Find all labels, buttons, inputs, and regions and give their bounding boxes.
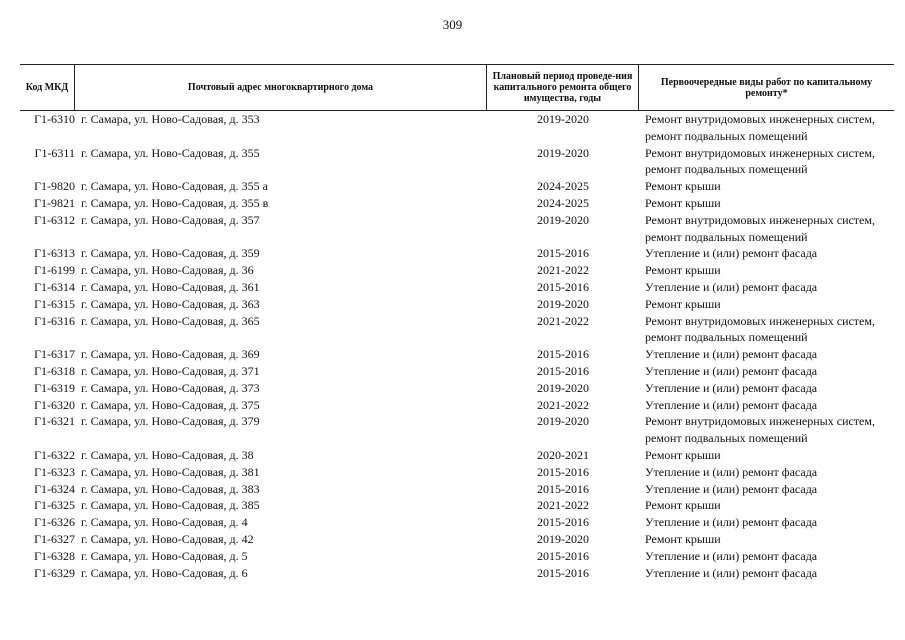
cell-period: 2015-2016 bbox=[537, 548, 589, 563]
cell-works: Утепление и (или) ремонт фасада bbox=[645, 246, 818, 261]
page-number: 309 bbox=[442, 17, 463, 32]
header-works: Первоочередные виды работ по капитальному ремонту* bbox=[660, 76, 873, 99]
cell-works: Утепление и (или) ремонт фасада bbox=[645, 397, 818, 412]
cell-code: Г1-6326 bbox=[34, 515, 75, 530]
table-row bbox=[20, 380, 900, 397]
cell-period: 2019-2020 bbox=[537, 112, 589, 126]
table-row bbox=[20, 565, 900, 582]
cell-code: Г1-6316 bbox=[34, 313, 75, 328]
cell-period: 2019-2020 bbox=[537, 212, 589, 227]
cell-code: Г1-6313 bbox=[34, 246, 75, 261]
table-row bbox=[20, 346, 900, 363]
cell-address: г. Самара, ул. Ново-Садовая, д. 353 bbox=[81, 112, 260, 126]
cell-address: г. Самара, ул. Ново-Садовая, д. 42 bbox=[81, 531, 254, 546]
cell-address: г. Самара, ул. Ново-Садовая, д. 373 bbox=[81, 380, 260, 395]
cell-works: Ремонт внутридомовых инженерных систем, ремонт подвальных помещений bbox=[645, 112, 875, 143]
cell-period: 2015-2016 bbox=[537, 363, 589, 378]
cell-address: г. Самара, ул. Ново-Садовая, д. 371 bbox=[81, 363, 260, 378]
cell-period: 2015-2016 bbox=[537, 279, 589, 294]
cell-address: г. Самара, ул. Ново-Садовая, д. 385 bbox=[81, 498, 260, 513]
cell-address: г. Самара, ул. Ново-Садовая, д. 5 bbox=[81, 548, 248, 563]
cell-code: Г1-6315 bbox=[34, 296, 75, 311]
cell-code: Г1-6321 bbox=[34, 414, 75, 429]
cell-period: 2019-2020 bbox=[537, 296, 589, 311]
cell-period: 2019-2020 bbox=[537, 380, 589, 395]
cell-code: Г1-6320 bbox=[34, 397, 75, 412]
cell-works: Ремонт внутридомовых инженерных систем, ремонт подвальных помещений bbox=[645, 313, 875, 345]
cell-address: г. Самара, ул. Ново-Садовая, д. 375 bbox=[81, 397, 260, 412]
cell-works: Утепление и (или) ремонт фасада bbox=[645, 481, 818, 496]
cell-address: г. Самара, ул. Ново-Садовая, д. 369 bbox=[81, 347, 260, 362]
cell-works: Утепление и (или) ремонт фасада bbox=[645, 347, 818, 362]
table-row bbox=[20, 447, 900, 464]
cell-address: г. Самара, ул. Ново-Садовая, д. 6 bbox=[81, 565, 248, 580]
cell-works: Ремонт крыши bbox=[645, 498, 721, 513]
cell-code: Г1-6310 bbox=[34, 112, 75, 126]
cell-works: Ремонт внутридомовых инженерных систем, ремонт подвальных помещений bbox=[645, 414, 875, 446]
cell-works: Утепление и (или) ремонт фасада bbox=[645, 363, 818, 378]
cell-address: г. Самара, ул. Ново-Садовая, д. 357 bbox=[81, 212, 260, 227]
cell-address: г. Самара, ул. Ново-Садовая, д. 355 bbox=[81, 145, 260, 160]
cell-code: Г1-6314 bbox=[34, 279, 75, 294]
table-row bbox=[20, 548, 900, 565]
cell-works: Ремонт внутридомовых инженерных систем, ремонт подвальных помещений bbox=[645, 212, 875, 244]
cell-address: г. Самара, ул. Ново-Садовая, д. 361 bbox=[81, 279, 260, 294]
cell-works: Утепление и (или) ремонт фасада bbox=[645, 565, 818, 580]
cell-code: Г1-9820 bbox=[34, 179, 75, 194]
cell-works: Ремонт крыши bbox=[645, 447, 721, 462]
header-period: Плановый период проведе-ния капитального ремонта общего имущества, годы bbox=[487, 65, 639, 110]
table-row bbox=[20, 514, 900, 531]
cell-address: г. Самара, ул. Ново-Садовая, д. 355 а bbox=[81, 179, 268, 194]
cell-address: г. Самара, ул. Ново-Садовая, д. 379 bbox=[81, 414, 260, 429]
table-row bbox=[20, 464, 900, 481]
cell-code: Г1-6318 bbox=[34, 363, 75, 378]
cell-code: Г1-6324 bbox=[34, 481, 75, 496]
cell-address: г. Самара, ул. Ново-Садовая, д. 383 bbox=[81, 481, 260, 496]
cell-works: Утепление и (или) ремонт фасада bbox=[645, 380, 818, 395]
cell-works: Ремонт крыши bbox=[645, 263, 721, 278]
cell-period: 2021-2022 bbox=[537, 498, 589, 513]
cell-period: 2015-2016 bbox=[537, 347, 589, 362]
cell-code: Г1-6328 bbox=[34, 548, 75, 563]
cell-period: 2015-2016 bbox=[537, 565, 589, 580]
cell-works: Утепление и (или) ремонт фасада bbox=[645, 464, 818, 479]
table-row bbox=[20, 245, 900, 262]
cell-period: 2024-2025 bbox=[537, 195, 589, 210]
table-row bbox=[20, 178, 900, 195]
table-header bbox=[20, 64, 894, 111]
cell-code: Г1-6199 bbox=[34, 263, 75, 278]
cell-period: 2019-2020 bbox=[537, 414, 589, 429]
header-address: Почтовый адрес многоквартирного дома bbox=[75, 65, 487, 110]
table-row bbox=[20, 397, 900, 414]
table-row bbox=[20, 413, 900, 447]
cell-code: Г1-6327 bbox=[34, 531, 75, 546]
table-row bbox=[20, 195, 900, 212]
table-row bbox=[20, 145, 900, 179]
table-row bbox=[20, 313, 900, 347]
cell-works: Ремонт внутридомовых инженерных систем, ремонт подвальных помещений bbox=[645, 145, 875, 177]
cell-code: Г1-6312 bbox=[34, 212, 75, 227]
cell-period: 2015-2016 bbox=[537, 481, 589, 496]
table-row bbox=[20, 497, 900, 514]
table-row bbox=[20, 262, 900, 279]
cell-code: Г1-6325 bbox=[34, 498, 75, 513]
cell-address: г. Самара, ул. Ново-Садовая, д. 36 bbox=[81, 263, 254, 278]
cell-address: г. Самара, ул. Ново-Садовая, д. 359 bbox=[81, 246, 260, 261]
cell-period: 2015-2016 bbox=[537, 464, 589, 479]
cell-period: 2015-2016 bbox=[537, 246, 589, 261]
cell-period: 2021-2022 bbox=[537, 263, 589, 278]
cell-works: Ремонт крыши bbox=[645, 531, 721, 546]
cell-address: г. Самара, ул. Ново-Садовая, д. 381 bbox=[81, 464, 260, 479]
cell-works: Ремонт крыши bbox=[645, 296, 721, 311]
cell-period: 2020-2021 bbox=[537, 447, 589, 462]
table-row bbox=[20, 481, 900, 498]
cell-period: 2019-2020 bbox=[537, 145, 589, 160]
cell-code: Г1-6329 bbox=[34, 565, 75, 580]
header-code: Код МКД bbox=[20, 65, 75, 110]
cell-works: Утепление и (или) ремонт фасада bbox=[645, 515, 818, 530]
cell-address: г. Самара, ул. Ново-Садовая, д. 365 bbox=[81, 313, 260, 328]
cell-works: Ремонт крыши bbox=[645, 195, 721, 210]
table-row bbox=[20, 363, 900, 380]
cell-code: Г1-6323 bbox=[34, 464, 75, 479]
table-row bbox=[20, 212, 900, 246]
table-row bbox=[20, 296, 900, 313]
cell-code: Г1-6317 bbox=[34, 347, 75, 362]
cell-period: 2024-2025 bbox=[537, 179, 589, 194]
cell-period: 2015-2016 bbox=[537, 515, 589, 530]
cell-works: Ремонт крыши bbox=[645, 179, 721, 194]
cell-code: Г1-9821 bbox=[34, 195, 75, 210]
table-body bbox=[20, 111, 900, 581]
table-row bbox=[20, 531, 900, 548]
cell-code: Г1-6319 bbox=[34, 380, 75, 395]
cell-code: Г1-6311 bbox=[34, 145, 75, 160]
table-row bbox=[20, 111, 900, 145]
cell-period: 2019-2020 bbox=[537, 531, 589, 546]
cell-works: Утепление и (или) ремонт фасада bbox=[645, 548, 818, 563]
cell-period: 2021-2022 bbox=[537, 397, 589, 412]
cell-address: г. Самара, ул. Ново-Садовая, д. 4 bbox=[81, 515, 248, 530]
table-row bbox=[20, 279, 900, 296]
cell-address: г. Самара, ул. Ново-Садовая, д. 363 bbox=[81, 296, 260, 311]
cell-code: Г1-6322 bbox=[34, 447, 75, 462]
cell-period: 2021-2022 bbox=[537, 313, 589, 328]
cell-address: г. Самара, ул. Ново-Садовая, д. 355 в bbox=[81, 195, 269, 210]
cell-works: Утепление и (или) ремонт фасада bbox=[645, 279, 818, 294]
cell-address: г. Самара, ул. Ново-Садовая, д. 38 bbox=[81, 447, 254, 462]
